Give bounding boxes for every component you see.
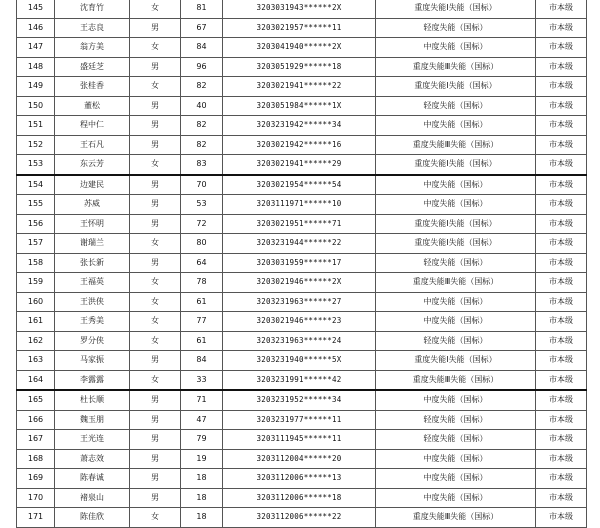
name-cell: 褚泉山 xyxy=(55,488,130,508)
admin-tier-cell: 市本级 xyxy=(536,195,587,215)
admin-tier-cell: 市本级 xyxy=(536,370,587,390)
name-cell: 王石凡 xyxy=(55,135,130,155)
row-number-cell: 167 xyxy=(17,430,55,450)
admin-tier-cell: 市本级 xyxy=(536,430,587,450)
sex-cell: 男 xyxy=(130,175,181,195)
name-cell: 董松 xyxy=(55,96,130,116)
row-number-cell: 171 xyxy=(17,508,55,528)
id-number-cell: 3203051984******1X xyxy=(223,96,376,116)
disability-level-cell: 轻度失能（国标） xyxy=(376,430,536,450)
id-number-cell: 3203021954******54 xyxy=(223,175,376,195)
age-cell: 77 xyxy=(181,312,223,332)
name-cell: 王怀明 xyxy=(55,214,130,234)
table-row xyxy=(17,135,587,155)
age-cell: 67 xyxy=(181,18,223,38)
name-cell: 盛廷芝 xyxy=(55,57,130,77)
name-cell: 王志良 xyxy=(55,18,130,38)
row-number-cell: 149 xyxy=(17,77,55,97)
table-row xyxy=(17,292,587,312)
table-row xyxy=(17,155,587,175)
disability-level-cell: 中度失能（国标） xyxy=(376,116,536,136)
row-number-cell: 161 xyxy=(17,312,55,332)
name-cell: 程中仁 xyxy=(55,116,130,136)
disability-level-cell: 中度失能（国标） xyxy=(376,292,536,312)
admin-tier-cell: 市本级 xyxy=(536,253,587,273)
id-number-cell: 3203231977******11 xyxy=(223,410,376,430)
id-number-cell: 3203231963******24 xyxy=(223,331,376,351)
sex-cell: 女 xyxy=(130,155,181,175)
sex-cell: 男 xyxy=(130,469,181,489)
admin-tier-cell: 市本级 xyxy=(536,175,587,195)
sex-cell: 女 xyxy=(130,312,181,332)
sex-cell: 女 xyxy=(130,508,181,528)
id-number-cell: 3203112006******13 xyxy=(223,469,376,489)
disability-level-cell: 中度失能（国标） xyxy=(376,390,536,410)
age-cell: 79 xyxy=(181,430,223,450)
admin-tier-cell: 市本级 xyxy=(536,155,587,175)
id-number-cell: 3203021946******2X xyxy=(223,273,376,293)
admin-tier-cell: 市本级 xyxy=(536,449,587,469)
admin-tier-cell: 市本级 xyxy=(536,18,587,38)
name-cell: 谢瑞兰 xyxy=(55,234,130,254)
name-cell: 陈春诚 xyxy=(55,469,130,489)
table-row xyxy=(17,116,587,136)
age-cell: 82 xyxy=(181,135,223,155)
name-cell: 李露露 xyxy=(55,370,130,390)
id-number-cell: 3203041940******2X xyxy=(223,38,376,58)
admin-tier-cell: 市本级 xyxy=(536,38,587,58)
name-cell: 王光连 xyxy=(55,430,130,450)
disability-level-cell: 重度失能Ⅰ失能（国标） xyxy=(376,214,536,234)
table-row xyxy=(17,253,587,273)
row-number-cell: 154 xyxy=(17,175,55,195)
table-row xyxy=(17,410,587,430)
admin-tier-cell: 市本级 xyxy=(536,292,587,312)
name-cell: 罗分侠 xyxy=(55,331,130,351)
sex-cell: 男 xyxy=(130,135,181,155)
disability-level-cell: 轻度失能（国标） xyxy=(376,253,536,273)
age-cell: 72 xyxy=(181,214,223,234)
id-number-cell: 3203111971******10 xyxy=(223,195,376,215)
table-row xyxy=(17,0,587,18)
table-row xyxy=(17,370,587,390)
row-number-cell: 170 xyxy=(17,488,55,508)
sex-cell: 男 xyxy=(130,18,181,38)
admin-tier-cell: 市本级 xyxy=(536,234,587,254)
row-number-cell: 163 xyxy=(17,351,55,371)
id-number-cell: 3203231942******34 xyxy=(223,116,376,136)
disability-level-cell: 重度失能Ⅲ失能（国标） xyxy=(376,370,536,390)
table-row xyxy=(17,175,587,195)
disability-level-cell: 轻度失能（国标） xyxy=(376,96,536,116)
admin-tier-cell: 市本级 xyxy=(536,508,587,528)
sex-cell: 女 xyxy=(130,77,181,97)
id-number-cell: 3203031959******17 xyxy=(223,253,376,273)
admin-tier-cell: 市本级 xyxy=(536,410,587,430)
name-cell: 马家振 xyxy=(55,351,130,371)
age-cell: 19 xyxy=(181,449,223,469)
age-cell: 71 xyxy=(181,390,223,410)
disability-level-cell: 中度失能（国标） xyxy=(376,38,536,58)
disability-level-cell: 重度失能Ⅰ失能（国标） xyxy=(376,155,536,175)
table-row xyxy=(17,331,587,351)
id-number-cell: 3203021957******11 xyxy=(223,18,376,38)
id-number-cell: 3203051929******18 xyxy=(223,57,376,77)
table-row xyxy=(17,214,587,234)
disability-level-cell: 重度失能Ⅲ失能（国标） xyxy=(376,508,536,528)
sex-cell: 男 xyxy=(130,351,181,371)
table-row xyxy=(17,390,587,410)
age-cell: 53 xyxy=(181,195,223,215)
table-row xyxy=(17,312,587,332)
sex-cell: 男 xyxy=(130,96,181,116)
name-cell: 苏威 xyxy=(55,195,130,215)
row-number-cell: 158 xyxy=(17,253,55,273)
id-number-cell: 3203231940******5X xyxy=(223,351,376,371)
table-row xyxy=(17,18,587,38)
admin-tier-cell: 市本级 xyxy=(536,331,587,351)
age-cell: 83 xyxy=(181,155,223,175)
id-number-cell: 3203231952******34 xyxy=(223,390,376,410)
sex-cell: 女 xyxy=(130,370,181,390)
table-row xyxy=(17,469,587,489)
disability-level-cell: 重度失能Ⅰ失能（国标） xyxy=(376,77,536,97)
name-cell: 萧志效 xyxy=(55,449,130,469)
disability-level-cell: 中度失能（国标） xyxy=(376,488,536,508)
admin-tier-cell: 市本级 xyxy=(536,312,587,332)
row-number-cell: 160 xyxy=(17,292,55,312)
row-number-cell: 168 xyxy=(17,449,55,469)
table-row xyxy=(17,38,587,58)
table-row xyxy=(17,77,587,97)
row-number-cell: 156 xyxy=(17,214,55,234)
row-number-cell: 169 xyxy=(17,469,55,489)
sex-cell: 男 xyxy=(130,449,181,469)
sex-cell: 男 xyxy=(130,253,181,273)
table-row xyxy=(17,351,587,371)
table-row xyxy=(17,488,587,508)
row-number-cell: 145 xyxy=(17,0,55,18)
row-number-cell: 150 xyxy=(17,96,55,116)
sex-cell: 女 xyxy=(130,273,181,293)
disability-level-cell: 重度失能Ⅰ失能（国标） xyxy=(376,0,536,18)
table-row xyxy=(17,449,587,469)
name-cell: 陈佳欣 xyxy=(55,508,130,528)
admin-tier-cell: 市本级 xyxy=(536,351,587,371)
age-cell: 33 xyxy=(181,370,223,390)
name-cell: 东云芳 xyxy=(55,155,130,175)
table-row xyxy=(17,508,587,528)
id-number-cell: 3203231944******22 xyxy=(223,234,376,254)
sex-cell: 男 xyxy=(130,57,181,77)
table-row xyxy=(17,195,587,215)
disability-level-cell: 重度失能Ⅰ失能（国标） xyxy=(376,234,536,254)
id-number-cell: 3203231963******27 xyxy=(223,292,376,312)
row-number-cell: 166 xyxy=(17,410,55,430)
sex-cell: 女 xyxy=(130,331,181,351)
id-number-cell: 3203021941******22 xyxy=(223,77,376,97)
admin-tier-cell: 市本级 xyxy=(536,116,587,136)
row-number-cell: 151 xyxy=(17,116,55,136)
row-number-cell: 152 xyxy=(17,135,55,155)
age-cell: 64 xyxy=(181,253,223,273)
age-cell: 84 xyxy=(181,38,223,58)
age-cell: 78 xyxy=(181,273,223,293)
id-number-cell: 3203112006******18 xyxy=(223,488,376,508)
sex-cell: 男 xyxy=(130,214,181,234)
row-number-cell: 165 xyxy=(17,390,55,410)
name-cell: 张桂香 xyxy=(55,77,130,97)
sex-cell: 女 xyxy=(130,234,181,254)
age-cell: 47 xyxy=(181,410,223,430)
disability-level-cell: 重度失能Ⅲ失能（国标） xyxy=(376,57,536,77)
admin-tier-cell: 市本级 xyxy=(536,390,587,410)
name-cell: 边建民 xyxy=(55,175,130,195)
sex-cell: 男 xyxy=(130,488,181,508)
sex-cell: 男 xyxy=(130,195,181,215)
age-cell: 40 xyxy=(181,96,223,116)
id-number-cell: 3203112004******20 xyxy=(223,449,376,469)
row-number-cell: 155 xyxy=(17,195,55,215)
row-number-cell: 157 xyxy=(17,234,55,254)
name-cell: 沈育竹 xyxy=(55,0,130,18)
name-cell: 王秀美 xyxy=(55,312,130,332)
disability-level-cell: 重度失能Ⅰ失能（国标） xyxy=(376,351,536,371)
row-number-cell: 146 xyxy=(17,18,55,38)
sex-cell: 女 xyxy=(130,0,181,18)
name-cell: 杜长顺 xyxy=(55,390,130,410)
elderly-care-table xyxy=(16,0,587,528)
age-cell: 81 xyxy=(181,0,223,18)
age-cell: 61 xyxy=(181,331,223,351)
table-body xyxy=(17,0,587,527)
table-row xyxy=(17,96,587,116)
id-number-cell: 3203111945******11 xyxy=(223,430,376,450)
row-number-cell: 147 xyxy=(17,38,55,58)
table-row xyxy=(17,430,587,450)
id-number-cell: 3203021941******29 xyxy=(223,155,376,175)
name-cell: 魏玉朋 xyxy=(55,410,130,430)
row-number-cell: 164 xyxy=(17,370,55,390)
admin-tier-cell: 市本级 xyxy=(536,96,587,116)
table-row xyxy=(17,57,587,77)
disability-level-cell: 中度失能（国标） xyxy=(376,175,536,195)
age-cell: 18 xyxy=(181,488,223,508)
row-number-cell: 159 xyxy=(17,273,55,293)
name-cell: 张长新 xyxy=(55,253,130,273)
admin-tier-cell: 市本级 xyxy=(536,0,587,18)
admin-tier-cell: 市本级 xyxy=(536,57,587,77)
disability-level-cell: 重度失能Ⅲ失能（国标） xyxy=(376,273,536,293)
sex-cell: 女 xyxy=(130,292,181,312)
id-number-cell: 3203231991******42 xyxy=(223,370,376,390)
disability-level-cell: 轻度失能（国标） xyxy=(376,331,536,351)
age-cell: 82 xyxy=(181,77,223,97)
admin-tier-cell: 市本级 xyxy=(536,273,587,293)
age-cell: 82 xyxy=(181,116,223,136)
disability-level-cell: 中度失能（国标） xyxy=(376,195,536,215)
disability-level-cell: 中度失能（国标） xyxy=(376,312,536,332)
id-number-cell: 3203021942******16 xyxy=(223,135,376,155)
admin-tier-cell: 市本级 xyxy=(536,469,587,489)
disability-level-cell: 轻度失能（国标） xyxy=(376,18,536,38)
row-number-cell: 162 xyxy=(17,331,55,351)
sex-cell: 男 xyxy=(130,390,181,410)
name-cell: 王福英 xyxy=(55,273,130,293)
disability-level-cell: 重度失能Ⅲ失能（国标） xyxy=(376,135,536,155)
name-cell: 翁方美 xyxy=(55,38,130,58)
sex-cell: 女 xyxy=(130,38,181,58)
sex-cell: 男 xyxy=(130,410,181,430)
disability-level-cell: 中度失能（国标） xyxy=(376,449,536,469)
id-number-cell: 3203021946******23 xyxy=(223,312,376,332)
age-cell: 18 xyxy=(181,469,223,489)
admin-tier-cell: 市本级 xyxy=(536,214,587,234)
table-row xyxy=(17,234,587,254)
disability-level-cell: 轻度失能（国标） xyxy=(376,410,536,430)
disability-level-cell: 中度失能（国标） xyxy=(376,469,536,489)
age-cell: 70 xyxy=(181,175,223,195)
id-number-cell: 3203112006******22 xyxy=(223,508,376,528)
sex-cell: 男 xyxy=(130,116,181,136)
row-number-cell: 153 xyxy=(17,155,55,175)
table-row xyxy=(17,273,587,293)
age-cell: 84 xyxy=(181,351,223,371)
admin-tier-cell: 市本级 xyxy=(536,488,587,508)
age-cell: 80 xyxy=(181,234,223,254)
admin-tier-cell: 市本级 xyxy=(536,77,587,97)
id-number-cell: 3203031943******2X xyxy=(223,0,376,18)
age-cell: 61 xyxy=(181,292,223,312)
name-cell: 王洪侠 xyxy=(55,292,130,312)
age-cell: 18 xyxy=(181,508,223,528)
admin-tier-cell: 市本级 xyxy=(536,135,587,155)
id-number-cell: 3203021951******71 xyxy=(223,214,376,234)
sex-cell: 男 xyxy=(130,430,181,450)
age-cell: 96 xyxy=(181,57,223,77)
row-number-cell: 148 xyxy=(17,57,55,77)
